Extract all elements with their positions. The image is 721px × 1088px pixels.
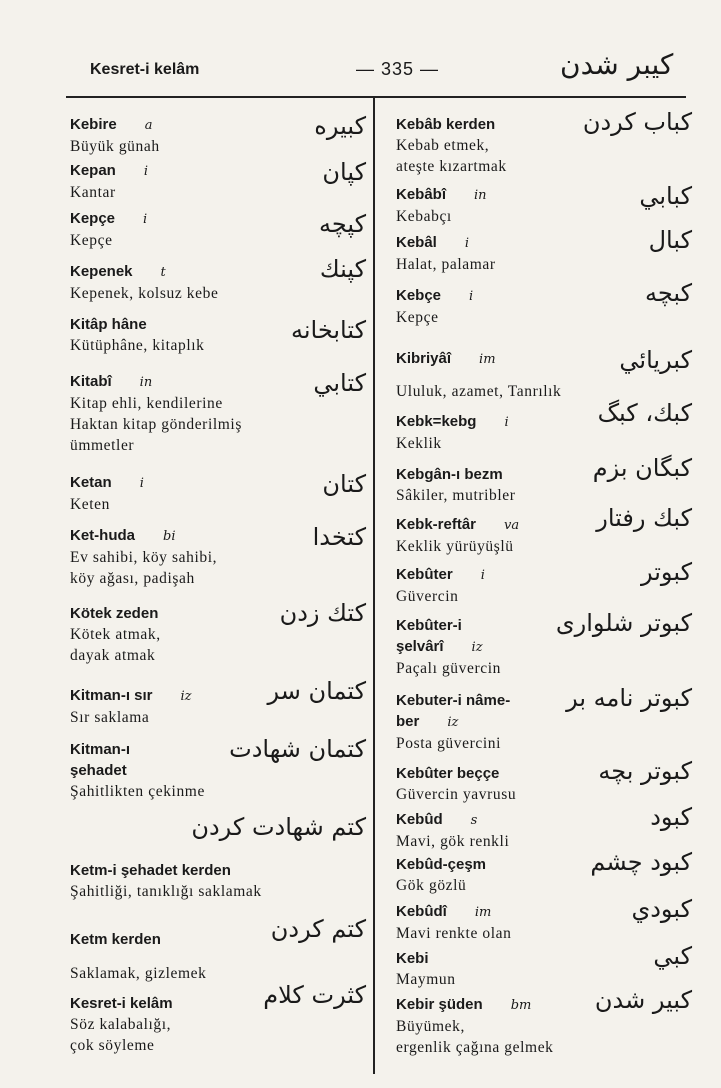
headword [70, 860, 370, 881]
arabic-script: كبوتر [641, 558, 692, 586]
grammar-label: i [143, 212, 148, 227]
definition-line: Halat, palamar [396, 256, 496, 273]
headword [396, 711, 696, 733]
arabic-script: كبال [648, 226, 692, 254]
grammar-label: iz [471, 640, 483, 655]
headword-text: Ketan [70, 474, 112, 491]
arabic-script: كتمان سر [267, 677, 366, 705]
definition-line: Büyümek, [396, 1018, 465, 1035]
grammar-label: s [470, 813, 478, 828]
definition-line: Kepçe [70, 232, 113, 249]
entry [70, 677, 370, 728]
entry [396, 986, 696, 1058]
headword-text: şelvârî [396, 638, 444, 655]
arabic-script: كبودي [631, 895, 692, 923]
entry [70, 472, 370, 515]
arabic-script: كتان [322, 470, 366, 498]
definition-line: ateşte kızartmak [396, 158, 507, 175]
entry [70, 860, 370, 902]
headword-text: Kebûter [396, 566, 453, 583]
page-number: — 335 — [356, 59, 440, 79]
headword-text: ber [396, 713, 420, 730]
arabic-script: كثرت كلام [263, 981, 366, 1009]
grammar-label: im [474, 905, 492, 920]
headword-text: Kebk-reftâr [396, 516, 477, 533]
entry [396, 711, 696, 754]
arabic-script: كبريائي [619, 346, 692, 374]
arabic-script: كبير شدن [594, 986, 692, 1014]
entry [70, 915, 370, 950]
arabic-script: كباب كردن [582, 108, 692, 136]
arabic-script: كپنك [319, 255, 366, 283]
headword-text: Kitâp hâne [70, 316, 147, 333]
grammar-label: i [504, 415, 509, 430]
entry [396, 895, 696, 944]
headword-text: Kepan [70, 162, 116, 179]
arabic-script: كتابي [313, 369, 366, 397]
entry [396, 848, 696, 896]
headword-text: Kepenek [70, 263, 133, 280]
entry [70, 255, 370, 304]
headword-text: Kebgân-ı bezm [396, 466, 503, 483]
headword-text: Kebir şüden [396, 996, 483, 1013]
definition-line: ümmetler [70, 437, 135, 454]
definition-line: Kepenek, kolsuz kebe [70, 285, 219, 302]
headword-text: Ketm-i şehadet kerden [70, 862, 231, 879]
headword-text: Kebûdî [396, 903, 447, 920]
definition-line: Şahitliği, tanıklığı saklamak [70, 883, 262, 900]
entry [70, 525, 370, 589]
grammar-label: i [464, 236, 470, 251]
entry [396, 803, 696, 852]
arabic-script: كتمان شهادت [229, 735, 366, 763]
arabic-script: كتم شهادت كردن [191, 813, 366, 841]
column-divider [373, 96, 375, 1074]
entry [70, 160, 370, 203]
running-head-arabic: كيبر شدن [560, 48, 674, 81]
arabic-script: كبوتر نامه بر [566, 684, 692, 712]
arabic-script: كبابي [639, 182, 692, 210]
definition-line: Büyük günah [70, 138, 160, 155]
headword-text: Kebûter beççe [396, 765, 500, 782]
headword-text: Kepçe [70, 210, 116, 227]
definition-line: Güvercin yavrusu [396, 786, 517, 803]
entry [396, 226, 696, 275]
grammar-label: iz [180, 689, 192, 704]
headword-text: Kitabî [70, 373, 112, 390]
grammar-label: a [144, 118, 153, 133]
grammar-label: va [504, 518, 520, 533]
headword-text: Kesret-i kelâm [70, 995, 173, 1012]
entry [70, 760, 370, 802]
arabic-script: كتم كردن [270, 915, 366, 943]
definition-line: Söz kalabalığı, [70, 1016, 172, 1033]
header-rule [66, 96, 686, 98]
arabic-script: كتابخانه [290, 316, 366, 344]
definition-line: Ev sahibi, köy sahibi, [70, 549, 218, 566]
grammar-label: i [469, 289, 474, 304]
definition-line: Kütüphâne, kitaplık [70, 337, 205, 354]
definition-line: Mavi renkte olan [396, 925, 512, 942]
entry [396, 609, 696, 637]
definition-line: Sâkiler, mutribler [396, 487, 516, 504]
headword [396, 948, 696, 969]
headword [70, 760, 370, 781]
arabic-script: كبگان بزم [592, 454, 692, 482]
entry [70, 981, 370, 1056]
definition-line: Kebab etmek, [396, 137, 490, 154]
headword-text: Kibriyâî [396, 350, 452, 367]
entry [396, 757, 696, 805]
arabic-script: كتك زدن [279, 599, 366, 627]
headword-text: Kebçe [396, 287, 442, 304]
definition-line: Kantar [70, 184, 116, 201]
entry [396, 346, 696, 374]
arabic-script: كبچه [644, 279, 692, 307]
arabic-script: كبود [650, 803, 692, 831]
entry [70, 114, 370, 157]
grammar-label: in [139, 375, 153, 390]
arabic-script: كبك، كبگ [597, 399, 692, 427]
headword-text: Kitman-ı sır [70, 687, 153, 704]
arabic-script: كپان [322, 158, 366, 186]
headword-text: Kebâl [396, 234, 437, 251]
headword-text: şehadet [70, 762, 127, 779]
grammar-label: iz [447, 715, 459, 730]
entry [70, 314, 370, 356]
headword-text: Kebi [396, 950, 429, 967]
definition-line: Kötek atmak, [70, 626, 161, 643]
grammar-label: i [139, 476, 144, 491]
arabic-script: كپچه [318, 210, 366, 238]
arabic-script: كبود چشم [590, 848, 692, 876]
arabic-script: كبك رفتار [596, 504, 692, 532]
entry [70, 599, 370, 666]
arabic-script: كبوتر شلوارى [555, 609, 692, 637]
definition-line: ergenlik çağına gelmek [396, 1039, 554, 1056]
definition-line: köy ağası, padişah [70, 570, 195, 587]
definition-line: Keklik [396, 435, 442, 452]
headword-text: Kebûd [396, 811, 443, 828]
headword-text: Kebire [70, 116, 117, 133]
entry [396, 684, 696, 712]
grammar-label: t [160, 265, 166, 280]
definition-line: Sır saklama [70, 709, 150, 726]
definition-line: Gök gözlü [396, 877, 467, 894]
definition-line: Kitap ehli, kendilerine [70, 395, 223, 412]
entry [396, 636, 696, 679]
arabic-script: كبي [653, 942, 692, 970]
entry [396, 454, 696, 506]
grammar-label: in [474, 188, 487, 203]
grammar-label: bi [163, 529, 176, 544]
definition-line: Paçalı güvercin [396, 660, 501, 677]
grammar-label: im [479, 352, 496, 367]
definition-line: Kepçe [396, 309, 439, 326]
definition-line: çok söyleme [70, 1037, 155, 1054]
entry [70, 735, 370, 763]
definition-line: Keklik yürüyüşlü [396, 538, 514, 555]
headword-text: Kebuter-i nâme- [396, 692, 511, 709]
definition-line: Kebabçı [396, 208, 452, 225]
entry [396, 504, 696, 557]
arabic-script: كبوتر بچه [598, 757, 692, 785]
definition-line: Ululuk, azamet, Tanrılık [396, 383, 562, 400]
grammar-label: bm [510, 998, 532, 1013]
definition-line: Haktan kitap gönderilmiş [70, 416, 242, 433]
headword-text: Ketm kerden [70, 931, 161, 948]
entry [70, 208, 370, 251]
entry [396, 184, 696, 227]
definition-line: Saklamak, gizlemek [70, 965, 207, 982]
grammar-label: i [143, 164, 149, 179]
entry [396, 279, 696, 328]
arabic-script: كتخدا [312, 523, 366, 551]
grammar-label: i [480, 568, 485, 583]
entry [396, 108, 696, 177]
arabic-script: كبيره [314, 112, 366, 140]
headword-text: Kebûd-çeşm [396, 856, 487, 873]
entry [396, 399, 696, 454]
definition-line: Güvercin [396, 588, 459, 605]
definition-line: Maymun [396, 971, 456, 988]
definition-line: dayak atmak [70, 647, 156, 664]
running-head: Kesret-i kelâm [90, 61, 200, 78]
headword-text: Kebâbî [396, 186, 447, 203]
entry [396, 558, 696, 607]
definition-line: Keten [70, 496, 111, 513]
entry [70, 371, 370, 456]
headword-text: Kebûter-i [396, 617, 462, 634]
definition-line: Şahitlikten çekinme [70, 783, 205, 800]
headword-text: Ket-huda [70, 527, 135, 544]
definition-line: Mavi, gök renkli [396, 833, 510, 850]
headword-text: Kitman-ı [70, 741, 130, 758]
headword-text: Kötek zeden [70, 605, 159, 622]
definition-line: Posta güvercini [396, 735, 501, 752]
headword [396, 636, 696, 658]
headword-text: Kebâb kerden [396, 116, 496, 133]
entry [396, 942, 696, 990]
headword-text: Kebk=kebg [396, 413, 477, 430]
